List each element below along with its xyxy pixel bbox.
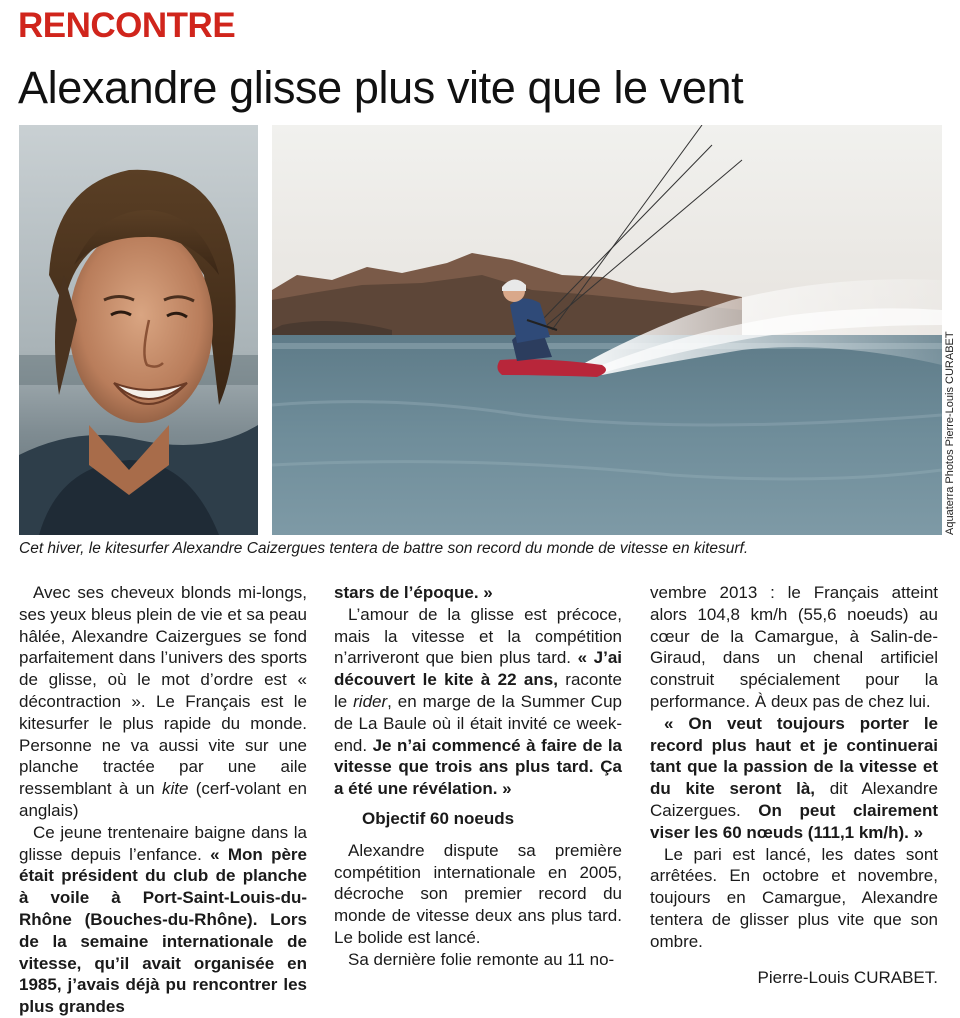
subheading: Objectif 60 noeuds (362, 808, 515, 828)
quote: stars de l’époque. » (334, 583, 493, 602)
paragraph: vembre 2013 : le Français atteint alors 104,8 km/h (55,6 noeuds) au cœur de la Camargue, à Salin-de-Giraud, dans un chenal artificiel construit spécialement pour la performance. À deux pas de chez lui. (650, 583, 938, 711)
paragraph (334, 582, 622, 604)
paragraph: Alexandre dispute sa première compétition internationale en 2005, décroche son premier record du monde de vitesse deux ans plus tard. Le bolide est lancé. (334, 840, 622, 947)
italic-word: rider (353, 691, 388, 711)
article-column-2 (334, 582, 622, 971)
section-rubric: RENCONTRE (18, 6, 236, 45)
photo-caption: Cet hiver, le kitesurfer Alexandre Caizergues tentera de battre son record du monde de vitesse en kitesurf. (19, 540, 749, 557)
kitesurf-photo (272, 125, 942, 535)
article-headline: Alexandre glisse plus vite que le vent (18, 62, 744, 113)
paragraph: Avec ses cheveux blonds mi-longs, ses yeux bleus plein de vie et sa peau hâlée, Alexandre Caizergues se fond parfaitement dans l’univers des sports de glisse, où le mot d’ordre est « décontraction ». Le Français est le kitesurfer le plus rapide du monde. Personne ne va aussi vite sur une planche tractée par une aile ressemblant à un kite (cerf-volant en anglais) (19, 583, 307, 820)
quote: « On veut toujours porter le record plus haut et je continuerai tant que la passion de la vitesse et du kite seront là, (650, 713, 938, 799)
article-column-1 (19, 582, 307, 1018)
photo-credit: Aquaterra Photos Pierre-Louis CURABET (944, 331, 956, 535)
quote: « J’ai découvert le kite à 22 ans, (334, 648, 622, 690)
article-column-3 (650, 582, 938, 988)
quote: Je n’ai commencé à faire de la vitesse que trois ans plus tard. Ça a été une révélation. » (334, 735, 622, 799)
italic-word: kite (161, 779, 189, 799)
author-signature: Pierre-Louis CURABET. (757, 967, 938, 987)
paragraph: « On veut toujours porter le record plus haut et je continuerai tant que la passion de la vitesse et du kite seront là, dit Alexandre Caizergues. On peut clairement viser les 60 nœuds (111,1 km/h). » (650, 713, 939, 842)
paragraph: Le pari est lancé, les dates sont arrêtées. En octobre et novembre, toujours en Camargue, Alexandre tentera de glisser plus vite que son ombre. (650, 844, 938, 951)
quote: On peut clairement viser les 60 nœuds (111,1 km/h). » (650, 800, 938, 842)
quote: « Mon père était président du club de planche à voile à Port-Saint-Louis-du-Rhône (Bouches-du-Rhône). Lors de la semaine internationale de vitesse, qu’il avait organisée en 1985, j’avais déjà pu rencontrer les plus grandes (19, 844, 307, 1017)
paragraph: Ce jeune trentenaire baigne dans la glisse depuis l’enfance. « Mon père était président du club de planche à voile à Port-Saint-Louis-du-Rhône (Bouches-du-Rhône). Lors de la semaine internationale de vitesse, qu’il avait organisée en 1985, j’avais déjà pu rencontrer les plus grandes (19, 822, 307, 1017)
portrait-photo (19, 125, 258, 535)
paragraph: Sa dernière folie remonte au 11 no- (348, 949, 615, 969)
paragraph: L’amour de la glisse est précoce, mais la vitesse et la compétition n’arriveront que bien plus tard. « J’ai découvert le kite à 22 ans, raconte le rider, en marge de la Summer Cup de La Baule où il était invité ce week-end. Je n’ai commencé à faire de la vitesse que trois ans plus tard. Ça a été une révélation. » (334, 604, 622, 799)
